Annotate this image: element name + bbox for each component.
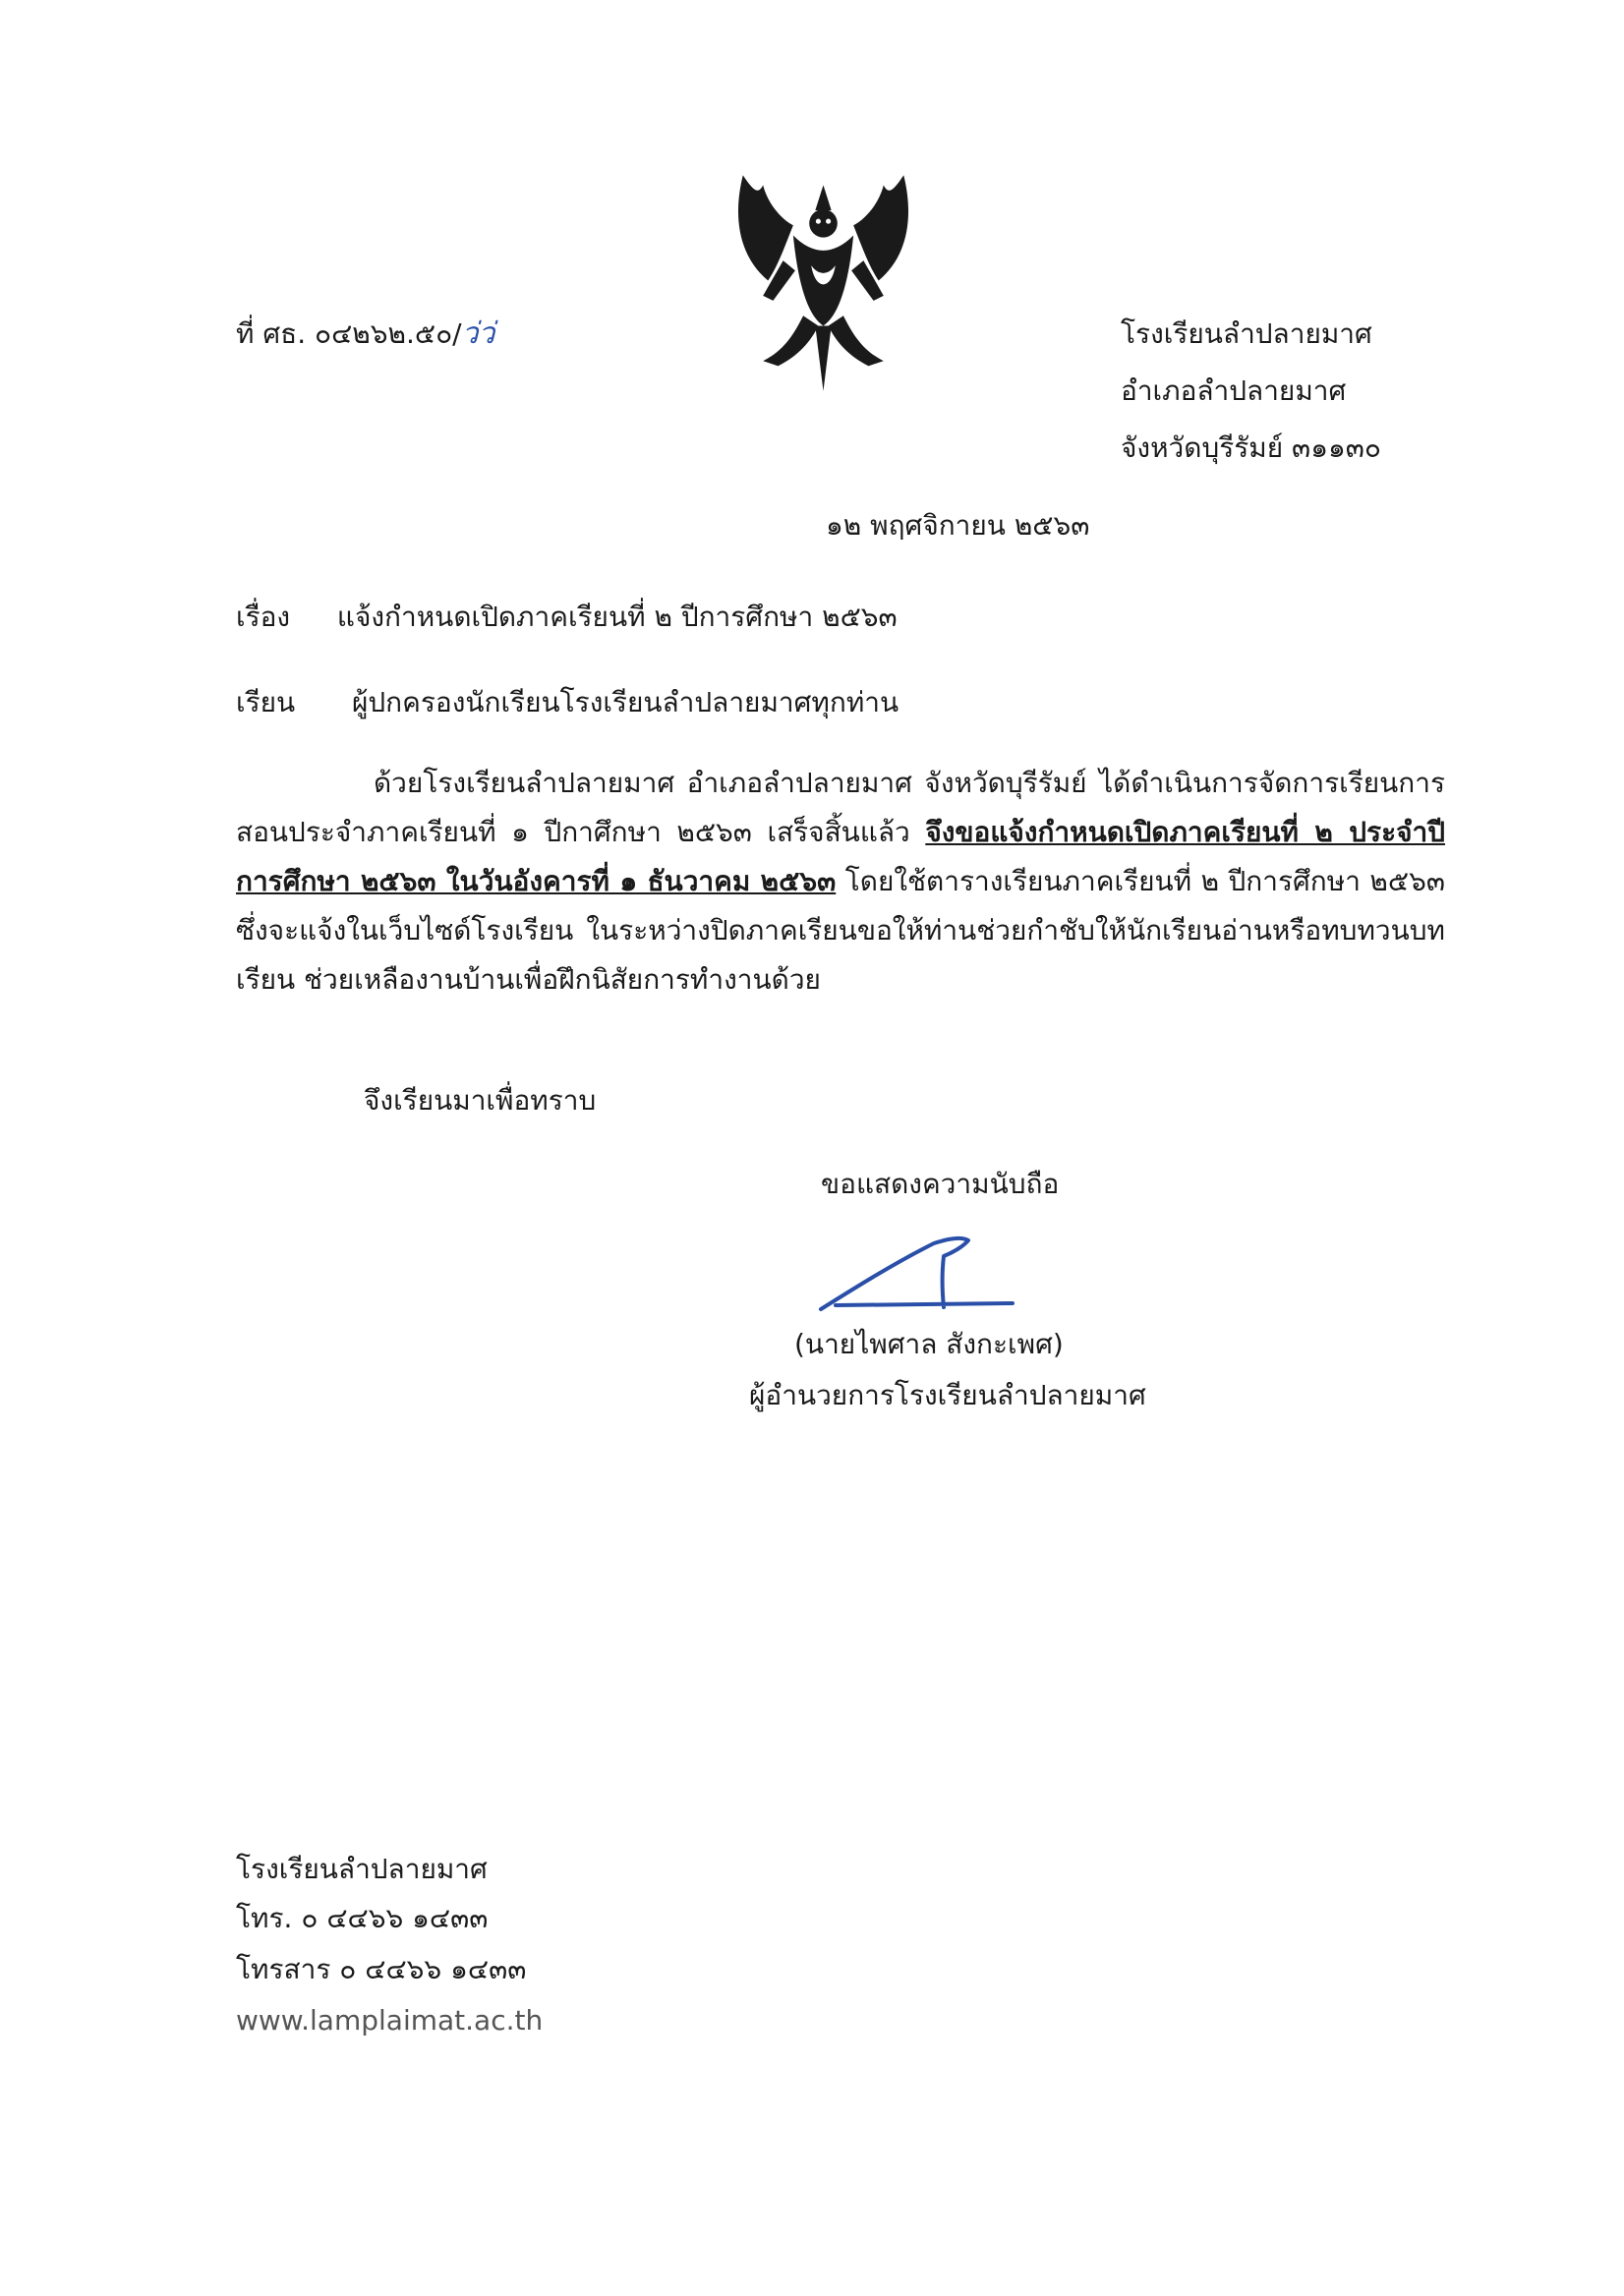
sender-school: โรงเรียนลำปลายมาศ <box>1121 317 1372 350</box>
recipient-label: เรียน <box>236 686 296 718</box>
closing-statement: จึงเรียนมาเพื่อทราบ <box>364 1084 597 1117</box>
body-paragraph <box>236 759 1445 1004</box>
signer-name: (นายไพศาล สังกะเพศ) <box>794 1328 1064 1360</box>
footer-fax: โทรสาร ๐ ๔๔๖๖ ๑๔๓๓ <box>236 1953 527 1985</box>
garuda-emblem-icon <box>723 165 924 396</box>
subject-text: แจ้งกำหนดเปิดภาคเรียนที่ ๒ ปีการศึกษา ๒๕๖๓ <box>336 601 898 633</box>
document-number <box>236 315 494 354</box>
subject-line <box>236 598 898 637</box>
body-text-part1: ด้วยโรงเรียนลำปลายมาศ อำเภอลำปลายมาศ จังหวัดบุรีรัมย์ ได้ดำเนินการจัดการเรียนการสอนประจำภาคเรียนที่ ๑ ปีกาศึกษา ๒๕๖๓ เสร็จสิ้นแล้ว <box>236 767 1445 848</box>
subject-label: เรื่อง <box>236 601 291 633</box>
document-number-prefix: ที่ ศธ. ๐๔๒๖๒.๕๐/ <box>236 317 462 350</box>
letter-date: ๑๒ พฤศจิกายน ๒๕๖๓ <box>826 509 1090 542</box>
recipient-line <box>236 683 899 722</box>
footer-school: โรงเรียนลำปลายมาศ <box>236 1853 488 1885</box>
salutation: ขอแสดงความนับถือ <box>821 1168 1060 1200</box>
signer-position: ผู้อำนวยการโรงเรียนลำปลายมาศ <box>749 1379 1146 1411</box>
footer-website-link[interactable]: www.lamplaimat.ac.th <box>236 2004 544 2037</box>
sender-province: จังหวัดบุรีรัมย์ ๓๑๑๓๐ <box>1121 431 1381 464</box>
handwritten-signature <box>816 1229 1022 1327</box>
footer-phone: โทร. ๐ ๔๔๖๖ ๑๔๓๓ <box>236 1902 489 1934</box>
body-emphasis: จึงขอแจ้งกำหนดเปิดภาคเรียนที่ ๒ ประจำปีการศึกษา ๒๕๖๓ ในวันอังคารที่ ๑ ธันวาคม ๒๕๖๓ <box>236 816 1446 897</box>
body-text-part2: โดยใช้ตารางเรียนภาคเรียนที่ ๒ ปีการศึกษา ๒๕๖๓ ซึ่งจะแจ้งในเว็บไซด์โรงเรียน ในระหว่างปิดภาคเรียนขอให้ท่านช่วยกำชับให้นักเรียนอ่านหรือทบทวนบทเรียน ช่วยเหลืองานบ้านเพื่อฝึกนิสัยการทำงานด้วย <box>236 865 1445 996</box>
sender-district: อำเภอลำปลายมาศ <box>1121 374 1347 407</box>
recipient-text: ผู้ปกครองนักเรียนโรงเรียนลำปลายมาศทุกท่าน <box>351 686 899 718</box>
document-number-handwritten: ว่ว่ <box>461 316 495 351</box>
